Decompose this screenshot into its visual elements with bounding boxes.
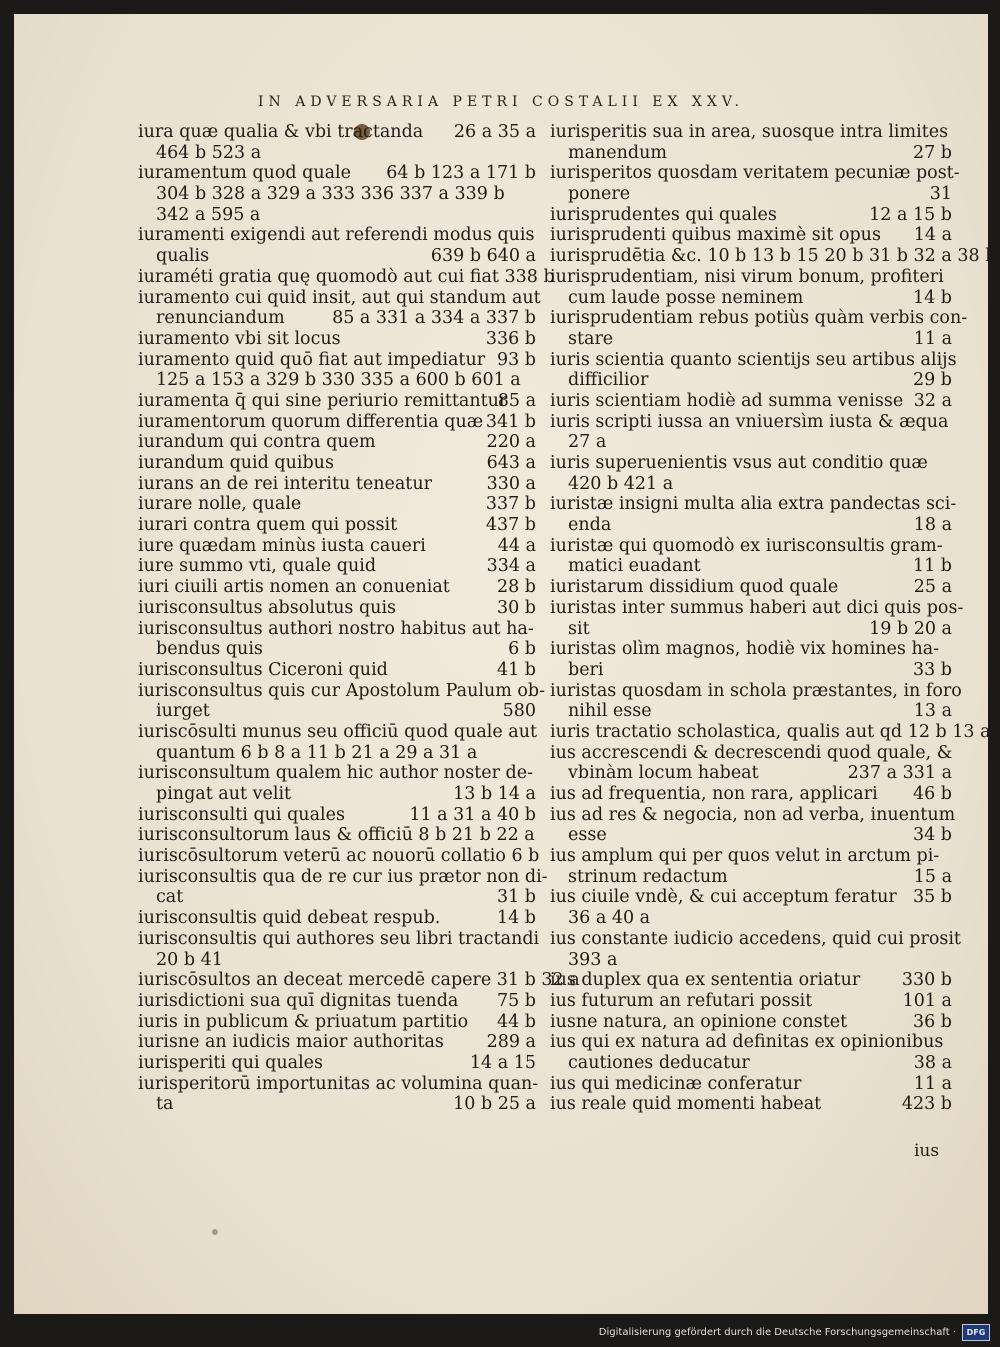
index-entry (138, 432, 536, 453)
entry-text: esse (568, 825, 607, 846)
page-reference: 14 b (912, 287, 952, 308)
index-entry (550, 784, 952, 805)
index-entry (550, 825, 952, 846)
page-reference: 38 a (913, 1052, 952, 1073)
index-column-right (550, 122, 997, 1115)
entry-text: iurandum qui contra quem (138, 432, 376, 453)
index-entry (138, 825, 536, 846)
index-entry (550, 1094, 952, 1115)
entry-text: iuristæ qui quomodò ex iurisconsultis gram- (550, 535, 943, 556)
index-entry (550, 1032, 952, 1053)
page-reference: 12 a 15 b (869, 204, 952, 225)
entry-text: iurisperitos quosdam veritatem pecuniæ post- (550, 163, 960, 184)
index-entry (138, 722, 536, 743)
entry-text: ius ciuile vndè, & cui acceptum feratur (550, 887, 897, 908)
entry-text: difficilior (568, 370, 649, 391)
page-reference: 237 a 331 a (847, 763, 952, 784)
entry-text: iurisperiti qui quales (138, 1052, 323, 1073)
entry-text: iurisprudentiam, nisi virum bonum, profiteri (550, 266, 944, 287)
index-entry (138, 225, 536, 246)
entry-text: iuris scientiam hodiè ad summa venisse (550, 390, 904, 411)
entry-text: iurisconsultus Ciceroni quid (138, 659, 388, 680)
entry-text: iurisconsultum qualem hic author noster de- (138, 763, 534, 784)
index-entry (550, 515, 952, 536)
entry-text: nihil esse (568, 701, 652, 722)
index-entry (550, 619, 952, 640)
page-reference: 44 a (497, 535, 536, 556)
index-entry (550, 494, 957, 515)
page-reference: 13 a (913, 701, 952, 722)
entry-text: manendum (568, 142, 667, 163)
index-entry (550, 887, 952, 908)
entry-text: ius ad frequentia, non rara, applicari (550, 784, 878, 804)
entry-text: iuris superuenientis vsus aut conditio quæ (550, 453, 928, 473)
index-entry (138, 763, 536, 784)
index-entry (550, 680, 962, 702)
page-reference: 30 b (496, 597, 536, 618)
index-entry (138, 784, 536, 805)
index-entry (550, 474, 952, 495)
index-entry (138, 556, 536, 577)
index-entry (138, 391, 536, 412)
entry-text: pingat aut velit (156, 784, 292, 804)
index-entry (550, 184, 952, 205)
entry-text: iurisne an iudicis maior authoritas (138, 1032, 444, 1053)
page-reference: 10 b 25 a (453, 1094, 536, 1115)
index-entry (138, 598, 536, 619)
page-reference: 11 b (912, 556, 952, 577)
entry-text: iuris in publicum & priuatum partitio (138, 1011, 469, 1032)
index-entry (138, 350, 536, 371)
index-entry (550, 556, 952, 577)
entry-text: iuri ciuili artis nomen an conueniat (138, 577, 450, 598)
index-entry (550, 432, 952, 453)
entry-text: 464 b 523 a (156, 142, 262, 163)
index-entry (138, 908, 536, 929)
entry-text: 342 a 595 a (156, 204, 261, 225)
entry-text: iura quæ qualia & vbi tractanda (138, 122, 424, 142)
entry-text: ius qui medicinæ conferatur (550, 1073, 802, 1094)
index-entry (550, 721, 991, 743)
index-entry (550, 370, 952, 391)
index-entry (550, 846, 952, 867)
entry-text: iurisprudenti quibus maximè sit opus (550, 225, 881, 246)
index-entry (550, 991, 952, 1012)
entry-text: 125 a 153 a 329 b 330 335 a 600 b 601 a (156, 370, 521, 391)
index-entry (550, 329, 952, 350)
page-reference: 34 b (912, 825, 952, 846)
index-column-left (138, 122, 580, 1115)
entry-text: iurandum quid quibus (138, 453, 334, 473)
index-entry (138, 805, 536, 826)
page-reference: 29 b (912, 370, 952, 391)
index-entry (550, 225, 952, 246)
entry-text: ponere (568, 184, 631, 205)
entry-text: iurisconsultorum laus & officiū 8 b 21 b 22 a (138, 825, 535, 846)
entry-text: iuramento vbi sit locus (138, 328, 341, 349)
entry-text: ius accrescendi & decrescendi quod quale, & (550, 742, 953, 763)
index-entry (138, 266, 555, 288)
page-reference: 85 a 331 a 334 a 337 b (332, 308, 536, 329)
entry-text: iurari contra quem qui possit (138, 515, 398, 536)
index-entry (550, 701, 952, 722)
entry-text: ta (156, 1094, 174, 1115)
entry-text: iurans an de rei interitu teneatur (138, 473, 432, 494)
page-reference: 25 a (913, 577, 952, 598)
page-reference: 46 b (912, 784, 952, 804)
entry-text: 393 a (568, 949, 618, 970)
index-entry (138, 743, 536, 764)
index-entry (550, 163, 960, 184)
page-reference: 334 a (486, 556, 536, 577)
index-entry (550, 122, 952, 143)
entry-text: cum laude posse neminem (568, 287, 804, 308)
book-page (14, 14, 997, 1314)
index-entry (550, 867, 952, 888)
index-entry (550, 660, 952, 681)
page-reference: 35 b (912, 887, 952, 908)
entry-text: ius qui ex natura ad definitas ex opinionibus (550, 1032, 944, 1053)
page-reference: 19 b 20 a (869, 618, 952, 639)
index-entry (550, 246, 997, 267)
index-entry (550, 143, 952, 164)
entry-text: iure quædam minùs iusta caueri (138, 535, 426, 556)
entry-text: 36 a 40 a (568, 908, 651, 929)
index-entry (138, 577, 536, 598)
entry-text: 304 b 328 a 329 a 333 336 337 a 339 b (156, 184, 505, 205)
entry-text: enda (568, 515, 612, 536)
entry-text: iuris scripti iussa an vniuersìm iusta & æqua (550, 411, 949, 432)
catchword: ius (914, 1141, 940, 1161)
entry-text: iurisconsulti qui quales (138, 804, 345, 825)
index-entry (138, 494, 536, 515)
index-entry (550, 1012, 952, 1033)
index-entry (138, 866, 548, 888)
index-entry (550, 453, 952, 474)
page-reference: 93 b (496, 349, 536, 370)
entry-text: iuristæ insigni multa alia extra pandectas sci- (550, 494, 957, 515)
entry-text: ius duplex qua ex sententia oriatur (550, 970, 861, 991)
page-reference: 31 (929, 184, 952, 205)
entry-text: iurisdictioni sua quī dignitas tuenda (138, 990, 459, 1011)
page-reference: 220 a (486, 432, 536, 453)
entry-text: iurisconsultis quid debeat respub. (138, 908, 441, 929)
entry-text: vbinàm locum habeat (568, 763, 759, 784)
digitization-credit: Digitalisierung gefördert durch die Deutsche Forschungsgemeinschaft · (598, 1327, 956, 1338)
page-reference: 85 a (497, 390, 536, 411)
entry-text: iuristas quosdam in schola præstantes, in foro (550, 680, 962, 701)
index-entry (550, 950, 952, 971)
entry-text: iurare nolle, quale (138, 494, 302, 515)
entry-text: 20 b 41 (156, 949, 223, 970)
entry-text: iure summo vti, quale quid (138, 556, 377, 577)
index-entry (138, 1053, 536, 1074)
page-reference: 336 b (485, 328, 536, 349)
running-header: IN ADVERSARIA PETRI COSTALII EX XXV. (258, 94, 744, 110)
entry-text: iurisperitorū importunitas ac volumina quan- (138, 1073, 539, 1094)
entry-text: bendus quis (156, 639, 263, 660)
entry-text: iurisprudētia &c. 10 b 13 b 15 20 b 31 b 32 a 38 b (550, 246, 997, 267)
entry-text: iuramento cui quid insit, aut qui standum aut (138, 287, 541, 308)
index-entry (138, 515, 536, 536)
index-entry (138, 660, 536, 681)
entry-text: iurisconsultis qua de re cur ius prætor non di- (138, 866, 548, 887)
page-reference: 44 b (496, 1011, 536, 1032)
index-entry (550, 412, 952, 433)
page-reference: 75 b (496, 990, 536, 1011)
entry-text: ius constante iudicio accedens, quid cui prosit (550, 928, 961, 949)
index-entry (138, 950, 536, 971)
index-entry (138, 122, 536, 143)
entry-text: ius amplum qui per quos velut in arctum pi- (550, 846, 940, 867)
index-entry (550, 763, 952, 784)
index-entry (138, 639, 536, 660)
entry-text: renunciandum (156, 308, 285, 329)
index-entry (550, 349, 957, 371)
index-entry (138, 1012, 536, 1033)
index-entry (550, 1074, 952, 1095)
index-entry (138, 287, 541, 309)
page-reference: 289 a (486, 1032, 536, 1053)
page-reference: 27 b (912, 142, 952, 163)
page-reference: 330 b (901, 970, 952, 991)
index-entry (550, 743, 952, 764)
page-reference: 11 a 31 a 40 b (409, 804, 536, 825)
index-entry (550, 205, 952, 226)
entry-text: iuriscōsultorum veterū ac nouorū collatio 6 b (138, 846, 540, 867)
page-reference: 423 b (901, 1094, 952, 1115)
entry-text: stare (568, 328, 614, 349)
entry-text: cautiones deducatur (568, 1052, 750, 1073)
page-reference: 36 b (912, 1011, 952, 1032)
index-entry (550, 639, 952, 660)
entry-text: ius ad res & negocia, non ad verba, inuentum (550, 804, 956, 825)
page-reference: 26 a 35 a (453, 122, 536, 142)
index-entry (138, 1094, 536, 1115)
entry-text: cat (156, 887, 184, 908)
entry-text: iurisconsultis qui authores seu libri tractandi (138, 928, 540, 949)
page-reference: 11 a (913, 1073, 952, 1094)
page-reference: 643 a (486, 453, 536, 473)
entry-text: 420 b 421 a (568, 473, 674, 494)
page-reference: 41 b (496, 659, 536, 680)
index-entry (138, 701, 536, 722)
page-reference: 580 (502, 701, 536, 722)
index-entry (550, 970, 952, 991)
entry-text: iuramento quid quō fiat aut impediatur (138, 349, 486, 370)
entry-text: 27 a (568, 432, 607, 453)
index-entry (138, 619, 536, 640)
entry-text: iuristas olìm magnos, hodiè vix homines ha- (550, 639, 940, 660)
page-reference: 15 a (913, 866, 952, 887)
page-reference: 14 a (913, 225, 952, 246)
entry-text: sit (568, 618, 590, 639)
entry-text: iuristarum dissidium quod quale (550, 577, 839, 598)
index-entry (138, 536, 536, 557)
index-entry (138, 1073, 539, 1095)
index-entry (138, 970, 580, 991)
entry-text: iusne natura, an opinione constet (550, 1011, 848, 1032)
entry-text: iurisconsultus absolutus quis (138, 597, 397, 618)
index-entry (138, 370, 536, 391)
page-reference: 14 a 15 (469, 1052, 536, 1073)
entry-text: iuramentum quod quale (138, 163, 351, 184)
page-reference: 330 a (486, 473, 536, 494)
index-entry (138, 680, 546, 702)
entry-text: beri (568, 659, 604, 680)
page-reference: 64 b 123 a 171 b (386, 163, 536, 184)
dfg-logo: DFG (962, 1324, 990, 1341)
entry-text: iurisprudentes qui quales (550, 204, 777, 225)
index-entry (550, 288, 952, 309)
index-entry (550, 597, 964, 619)
index-entry (138, 887, 536, 908)
index-entry (550, 804, 956, 826)
index-entry (138, 453, 536, 474)
page-reference: 31 b (496, 887, 536, 908)
entry-text: quantum 6 b 8 a 11 b 21 a 29 a 31 a (156, 742, 478, 763)
entry-text: iuristas inter summus haberi aut dici quis pos- (550, 597, 964, 618)
page-reference: 33 b (912, 659, 952, 680)
index-entry (550, 536, 952, 557)
entry-text: iuramenta q̄ qui sine periurio remittantur (138, 390, 508, 411)
entry-text: iuramenti exigendi aut referendi modus quis (138, 225, 535, 246)
index-entry (550, 308, 968, 329)
page-reference: 437 b (485, 515, 536, 536)
entry-text: iurisprudentiam rebus potiùs quàm verbis con- (550, 308, 968, 329)
index-entry (138, 246, 536, 267)
index-entry (138, 184, 536, 205)
entry-text: iurisconsultus authori nostro habitus aut ha- (138, 618, 534, 639)
page-reference: 341 b (485, 411, 536, 432)
index-entry (550, 267, 952, 288)
entry-text: iurisconsultus quis cur Apostolum Paulum ob- (138, 680, 546, 701)
index-entry (550, 928, 961, 950)
entry-text: matici euadant (568, 556, 701, 577)
entry-text: iurget (156, 701, 210, 722)
page-reference: 14 b (496, 908, 536, 929)
page-reference: 28 b (496, 577, 536, 598)
page-reference: 32 a (913, 390, 952, 411)
entry-text: iuris scientia quanto scientijs seu artibus alijs (550, 349, 957, 370)
index-entry (550, 577, 952, 598)
page-reference: 13 b 14 a (453, 784, 536, 804)
entry-text: iurisperitis sua in area, suosque intra limites (550, 122, 949, 142)
page-reference: 639 b 640 a (430, 246, 536, 267)
entry-text: iuriscōsulti munus seu officiū quod quale aut (138, 721, 538, 742)
index-entry (138, 329, 536, 350)
index-entry (138, 143, 536, 164)
entry-text: iuramentorum quorum differentia quæ (138, 411, 484, 432)
page-reference: 18 a (913, 515, 952, 536)
index-entry (138, 846, 540, 867)
index-entry (138, 1032, 536, 1053)
entry-text: iuraméti gratia quę quomodò aut cui fiat 338 b (138, 266, 555, 287)
index-entry (138, 205, 536, 226)
index-entry (550, 1053, 952, 1074)
entry-text: iuris tractatio scholastica, qualis aut qd 12 b 13 a (550, 721, 991, 742)
entry-text: strinum redactum (568, 866, 728, 887)
entry-text: qualis (156, 246, 210, 267)
index-entry (138, 928, 540, 950)
index-entry (550, 908, 952, 929)
page-reference: 101 a (902, 990, 952, 1011)
entry-text: ius reale quid momenti habeat (550, 1094, 822, 1115)
index-entry (138, 991, 536, 1012)
entry-text: ius futurum an refutari possit (550, 990, 813, 1011)
page-reference: 337 b (485, 494, 536, 515)
index-entry (138, 308, 536, 329)
index-entry (550, 391, 952, 412)
index-entry (138, 474, 536, 495)
index-entry (138, 412, 536, 433)
page-reference: 6 b (508, 639, 536, 660)
page-reference: 11 a (913, 328, 952, 349)
entry-text: iuriscōsultos an deceat mercedē capere 31 b 32 a (138, 970, 580, 991)
index-entry (138, 163, 536, 184)
